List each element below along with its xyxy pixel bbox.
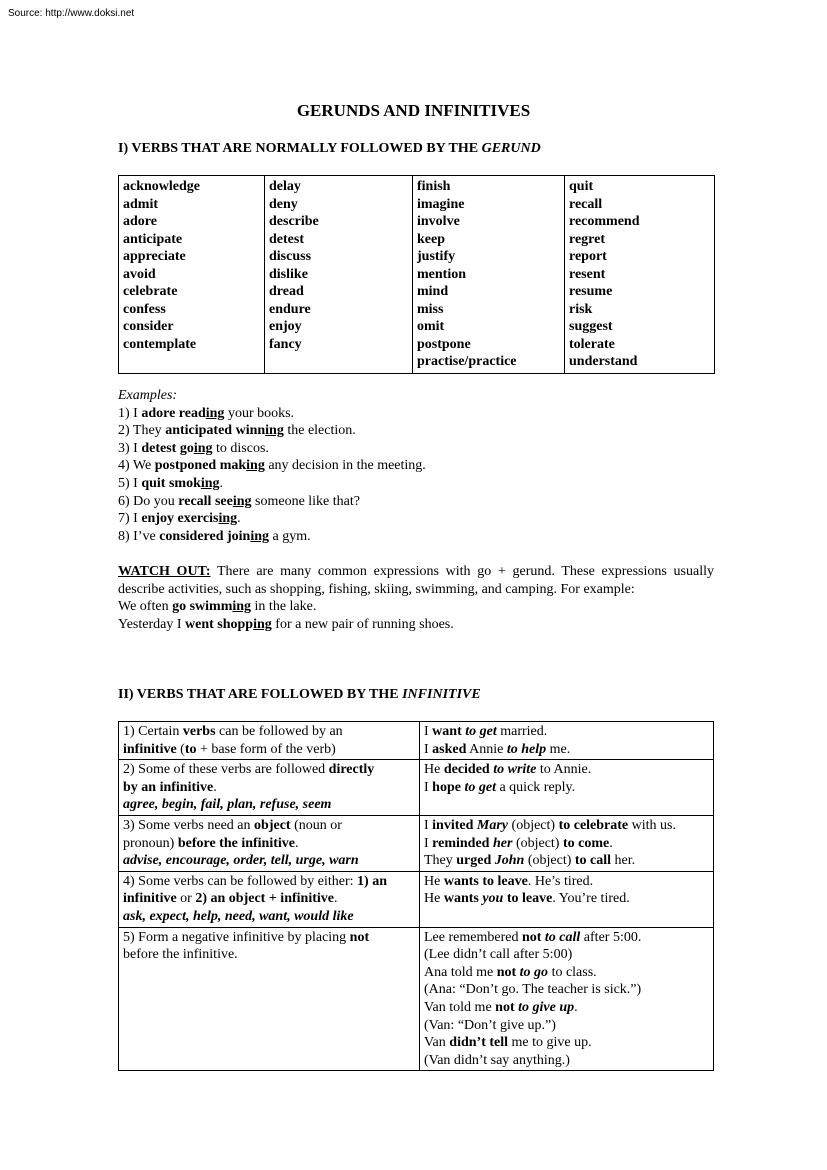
verb-item: adore <box>123 214 157 229</box>
verb-item: regret <box>569 231 606 247</box>
verb-item: suggest <box>569 319 613 334</box>
example-cell: I invited Mary (object) to celebrate with us. I reminded her (object) to come. They urged John (object) to call her. <box>420 815 714 871</box>
rule-cell: 4) Some verbs can be followed by either: 1) an infinitive or 2) an object + infinitive. ask, expect, help, need, want, would like <box>119 871 420 927</box>
verb-item: consider <box>123 319 174 334</box>
verb-item: report <box>569 249 607 264</box>
page-title: GERUNDS AND INFINITIVES <box>296 101 531 120</box>
verb-item: omit <box>417 319 445 334</box>
verb-item: detest <box>269 231 304 247</box>
example-line: 2) They anticipated winning the election. <box>118 423 356 439</box>
verb-item: postpone <box>417 336 471 352</box>
section1-heading <box>118 140 541 158</box>
verb-item: mind <box>417 284 449 299</box>
verb-item: practise/practice <box>417 354 517 369</box>
verb-item: involve <box>417 214 460 229</box>
gerund-verb-column-4 <box>565 176 715 374</box>
verb-item: dislike <box>269 266 308 282</box>
watch-out-example: Yesterday I went shopping for a new pair of running shoes. <box>118 616 454 632</box>
example-line: 1) I adore reading your books. <box>118 405 295 421</box>
section2-heading-text: II) VERBS THAT ARE FOLLOWED BY THE <box>118 687 403 702</box>
gerund-verbs-table <box>118 175 715 374</box>
watch-out-text: There are many common expressions with go + gerund. These expressions usually describe activities, such as shopping, fishing, skiing, swimming, and camping. For example: <box>118 564 714 597</box>
source-note: Source: http://www.doksi.net <box>8 8 135 19</box>
verb-item: acknowledge <box>123 179 200 194</box>
rule-cell: 1) Certain verbs can be followed by an infinitive (to + base form of the verb) <box>119 722 420 760</box>
verb-item: tolerate <box>569 336 615 352</box>
verb-item: describe <box>269 214 319 229</box>
example-line: 7) I enjoy exercising. <box>118 511 241 527</box>
example-cell: He wants to leave. He’s tired. He wants you to leave. You’re tired. <box>420 871 714 927</box>
verb-item: deny <box>269 196 298 212</box>
verb-item: enjoy <box>269 319 302 334</box>
watch-out-note <box>118 563 714 633</box>
example-line: 3) I detest going to discos. <box>118 440 269 456</box>
gerund-verb-column-1 <box>119 176 265 374</box>
verb-item: quit <box>569 179 594 194</box>
example-line: 6) Do you recall seeing someone like that? <box>118 493 360 509</box>
table-row <box>119 760 714 816</box>
verb-item: finish <box>417 179 451 194</box>
example-cell: Lee remembered not to call after 5:00. (Lee didn’t call after 5:00) Ana told me not to go to class. (Ana: “Don’t go. The teacher is sick.”) Van told me not to give up. (Van: “Don’t give up.”) Van didn’t tell me to give up. (Van didn’t say anything.) <box>420 927 714 1071</box>
section2-heading <box>118 686 481 704</box>
section1-heading-text: I) VERBS THAT ARE NORMALLY FOLLOWED BY THE <box>118 141 482 156</box>
example-line: 4) We postponed making any decision in the meeting. <box>118 458 426 474</box>
verb-item: dread <box>269 284 304 299</box>
gerund-verb-column-3 <box>413 176 565 374</box>
verb-item: understand <box>569 354 638 369</box>
verb-item: miss <box>417 301 444 317</box>
table-row <box>119 871 714 927</box>
example-line: 5) I quit smoking. <box>118 475 224 491</box>
verb-item: confess <box>123 301 166 317</box>
section2-heading-em: INFINITIVE <box>402 687 481 702</box>
verb-item: imagine <box>417 196 465 212</box>
verb-item: justify <box>417 249 456 264</box>
verb-item: avoid <box>123 266 156 282</box>
verb-item: resent <box>569 266 606 282</box>
rule-cell: 2) Some of these verbs are followed directly by an infinitive. agree, begin, fail, plan, refuse, seem <box>119 760 420 816</box>
watch-out-label: WATCH OUT: <box>118 564 211 579</box>
example-cell: He decided to write to Annie. I hope to get a quick reply. <box>420 760 714 816</box>
verb-item: mention <box>417 266 466 282</box>
gerund-examples <box>118 387 714 545</box>
verb-item: recommend <box>569 214 640 229</box>
table-row <box>119 815 714 871</box>
gerund-verb-column-2 <box>265 176 413 374</box>
table-row <box>119 176 715 374</box>
infinitive-table <box>118 721 714 1071</box>
verb-item: appreciate <box>123 249 186 264</box>
rule-cell: 3) Some verbs need an object (noun or pronoun) before the infinitive. advise, encourage, order, tell, urge, warn <box>119 815 420 871</box>
table-row <box>119 927 714 1071</box>
verb-item: risk <box>569 301 593 317</box>
table-row <box>119 722 714 760</box>
verb-item: discuss <box>269 249 312 264</box>
verb-item: keep <box>417 231 445 247</box>
example-line: 8) I’ve considered joining a gym. <box>118 528 311 544</box>
verb-item: fancy <box>269 336 302 352</box>
section1-heading-em: GERUND <box>481 141 541 156</box>
watch-out-example: We often go swimming in the lake. <box>118 599 317 615</box>
verb-item: endure <box>269 301 311 317</box>
examples-label: Examples: <box>118 388 178 403</box>
verb-item: celebrate <box>123 284 178 299</box>
verb-item: delay <box>269 179 301 194</box>
verb-item: admit <box>123 196 158 212</box>
example-cell: I want to get married. I asked Annie to help me. <box>420 722 714 760</box>
verb-item: contemplate <box>123 336 197 352</box>
verb-item: recall <box>569 196 603 212</box>
verb-item: resume <box>569 284 613 299</box>
verb-item: anticipate <box>123 231 183 247</box>
rule-cell: 5) Form a negative infinitive by placing not before the infinitive. <box>119 927 420 1071</box>
